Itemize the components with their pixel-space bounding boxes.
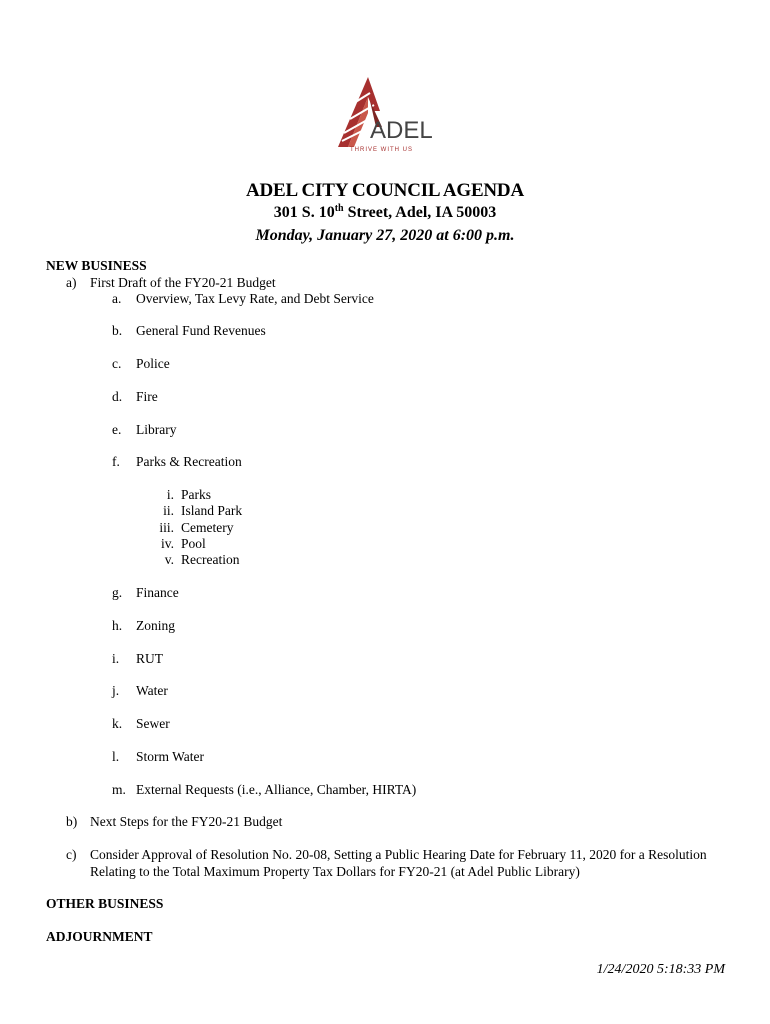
roman-marker: iii. bbox=[159, 520, 174, 535]
parks-sub-item-text: Island Park bbox=[181, 503, 243, 518]
sub-item bbox=[112, 749, 204, 765]
sub-item bbox=[112, 618, 175, 634]
print-timestamp: 1/24/2020 5:18:33 PM bbox=[596, 962, 725, 977]
sub-item-marker: d. bbox=[112, 389, 123, 404]
sub-item-text: RUT bbox=[136, 651, 163, 666]
sub-item bbox=[112, 716, 170, 732]
sub-item-text: Fire bbox=[136, 389, 158, 404]
sub-item bbox=[112, 422, 176, 438]
other-business-heading: OTHER BUSINESS bbox=[46, 896, 164, 911]
address-number: 301 S. 10 bbox=[273, 204, 335, 221]
sub-item bbox=[112, 782, 416, 798]
address-street: Street, Adel, IA 50003 bbox=[343, 204, 497, 221]
adel-logo bbox=[330, 75, 440, 155]
sub-item-text: General Fund Revenues bbox=[136, 323, 266, 338]
sub-item-text: Overview, Tax Levy Rate, and Debt Service bbox=[136, 291, 374, 306]
sub-item-marker: c. bbox=[112, 356, 122, 371]
sub-item-marker: h. bbox=[112, 618, 123, 633]
sub-item bbox=[112, 454, 242, 470]
sub-item-text: Water bbox=[136, 683, 168, 698]
logo-wordmark: ADEL bbox=[370, 117, 433, 144]
sub-item bbox=[112, 323, 266, 339]
sub-item-marker: g. bbox=[112, 585, 123, 600]
sub-item bbox=[112, 356, 170, 372]
sub-item-marker: k. bbox=[112, 716, 123, 731]
roman-marker: iv. bbox=[161, 536, 174, 551]
sub-item-text: Zoning bbox=[136, 618, 175, 633]
item-c-continuation: Relating to the Total Maximum Property Tax Dollars for FY20-21 (at Adel Public Library) bbox=[90, 864, 580, 879]
parks-sub-item-text: Cemetery bbox=[181, 520, 234, 535]
sub-item-marker: f. bbox=[112, 454, 120, 469]
agenda-title: ADEL CITY COUNCIL AGENDA bbox=[246, 180, 524, 201]
sub-item bbox=[112, 683, 168, 699]
sub-item-marker: j. bbox=[112, 683, 120, 698]
sub-item bbox=[112, 585, 179, 601]
item-b bbox=[66, 814, 282, 830]
new-business-heading: NEW BUSINESS bbox=[46, 258, 147, 273]
address-ordinal: th bbox=[334, 203, 344, 214]
sub-item-text: Sewer bbox=[136, 716, 170, 731]
sub-item bbox=[112, 651, 163, 667]
sub-item-text: Police bbox=[136, 356, 170, 371]
roman-marker: v. bbox=[164, 552, 174, 567]
parks-sub-item-text: Parks bbox=[181, 487, 211, 502]
sub-item-marker: m. bbox=[112, 782, 126, 797]
sub-item-text: Parks & Recreation bbox=[136, 454, 242, 469]
sub-item-text: Library bbox=[136, 422, 177, 437]
adjournment-heading: ADJOURNMENT bbox=[46, 929, 153, 944]
meeting-date: Monday, January 27, 2020 at 6:00 p.m. bbox=[255, 227, 515, 244]
parks-sub-item-text: Recreation bbox=[181, 552, 240, 567]
item-text-line1: Consider Approval of Resolution No. 20-08, Setting a Public Hearing Date for February 11, 2020 for a Resolution bbox=[90, 847, 707, 862]
item-text: Next Steps for the FY20-21 Budget bbox=[90, 814, 283, 829]
logo-tagline: THRIVE WITH US bbox=[350, 147, 413, 153]
parks-sub-item-text: Pool bbox=[181, 536, 206, 551]
item-c bbox=[66, 847, 707, 863]
sub-item-marker: b. bbox=[112, 323, 123, 338]
item-a bbox=[66, 275, 276, 291]
sub-item-text: Finance bbox=[136, 585, 179, 600]
sub-item-text: Storm Water bbox=[136, 749, 205, 764]
roman-marker: i. bbox=[166, 487, 174, 502]
sub-item-text: External Requests (i.e., Alliance, Chamber, HIRTA) bbox=[136, 782, 417, 797]
sub-item-marker: a. bbox=[112, 291, 122, 306]
item-text: First Draft of the FY20-21 Budget bbox=[90, 275, 276, 290]
sub-item-marker: l. bbox=[112, 749, 120, 764]
sub-item bbox=[112, 291, 374, 307]
item-marker: c) bbox=[66, 847, 77, 862]
item-marker: b) bbox=[66, 814, 78, 829]
sub-item-marker: e. bbox=[112, 422, 122, 437]
roman-marker: ii. bbox=[163, 503, 174, 518]
meeting-address bbox=[0, 204, 770, 222]
sub-item-marker: i. bbox=[112, 651, 120, 666]
sub-item bbox=[112, 389, 158, 405]
item-marker: a) bbox=[66, 275, 77, 290]
